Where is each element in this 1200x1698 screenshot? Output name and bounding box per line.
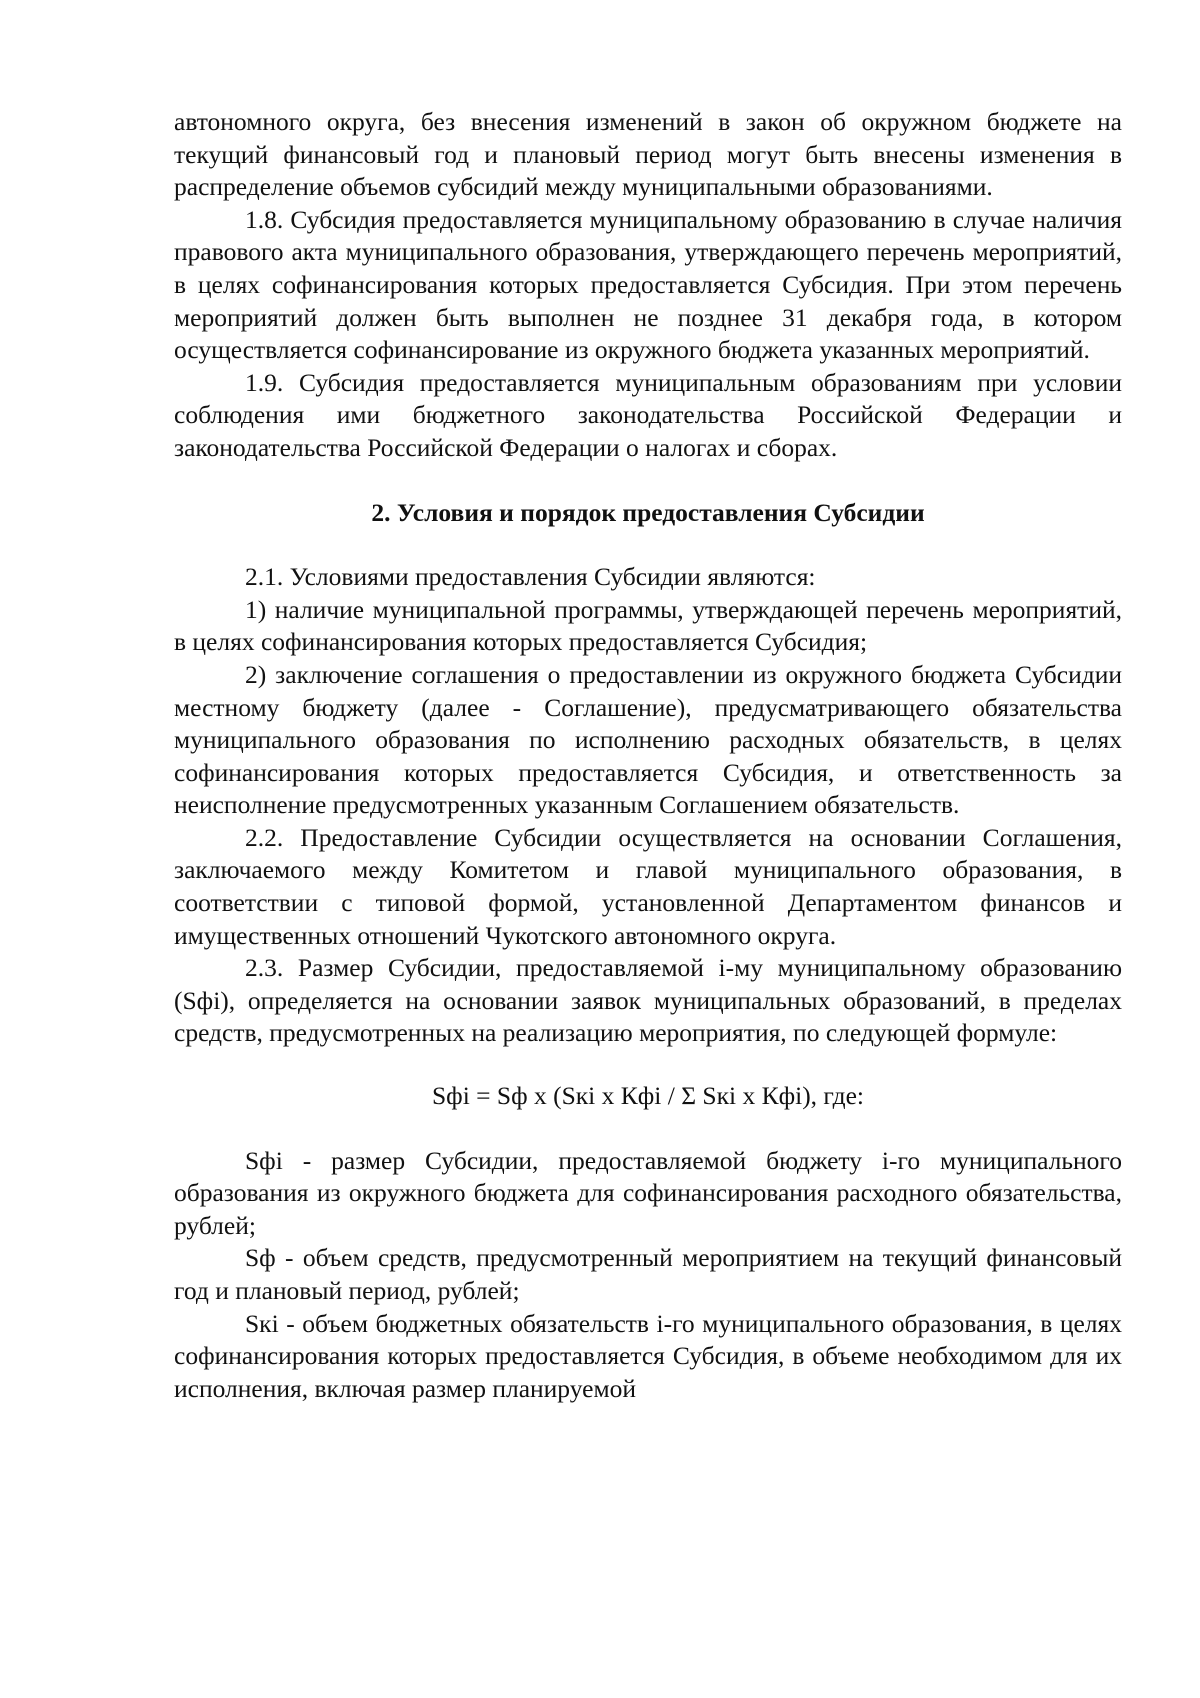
paragraph-2-1-item-1: 1) наличие муниципальной программы, утверждающей перечень мероприятий, в целях софинансирования которых предоставляется Субсидия; bbox=[174, 594, 1122, 657]
paragraph-2-1-item-2: 2) заключение соглашения о предоставлении из окружного бюджета Субсидии местному бюджету (далее - Соглашение), предусматривающего обязательства муниципального образования по исполнению расходных обязательств, в целях софинансирования которых предоставляется Субсидия, и ответственность за неисполнение предусмотренных указанным Соглашением обязательств. bbox=[174, 659, 1122, 820]
definition-sfi: Sфi - размер Субсидии, предоставляемой бюджету i-го муниципального образования из окружного бюджета для софинансирования расходного обязательства, рублей; bbox=[174, 1145, 1122, 1240]
paragraph-2-3: 2.3. Размер Субсидии, предоставляемой i-му муниципальному образованию (Sфi), определяется на основании заявок муниципальных образований, в пределах средств, предусмотренных на реализацию мероприятия, по следующей формуле: bbox=[174, 953, 1122, 1048]
paragraph-2-1: 2.1. Условиями предоставления Субсидии являются: bbox=[245, 562, 816, 592]
paragraph-1-9: 1.9. Субсидия предоставляется муниципальным образованиям при условии соблюдения ими бюджетного законодательства Российской Федерации и законодательства Российской Федерации о налогах и сборах. bbox=[174, 367, 1122, 462]
definition-ski: Sкi - объем бюджетных обязательств i-го муниципального образования, в целях софинансирования которых предоставляется Субсидия, в объеме необходимом для их исполнения, включая размер планируемой bbox=[174, 1308, 1122, 1403]
document-page bbox=[174, 106, 1122, 1405]
section-2-title: 2. Условия и порядок предоставления Субсидии bbox=[371, 497, 925, 527]
definition-sf: Sф - объем средств, предусмотренный мероприятием на текущий финансовый год и плановый период, рублей; bbox=[174, 1243, 1122, 1305]
subsidy-formula: Sфi = Sф x (Sкi x Кфi / Σ Sкi x Кфi), где: bbox=[431, 1081, 865, 1111]
paragraph-continuation: автономного округа, без внесения изменений в закон об окружном бюджете на текущий финансовый год и плановый период могут быть внесены изменения в распределение объемов субсидий между муниципальными образованиями. bbox=[174, 107, 1122, 202]
paragraph-2-2: 2.2. Предоставление Субсидии осуществляется на основании Соглашения, заключаемого между Комитетом и главой муниципального образования, в соответствии с типовой формой, установленной Департаментом финансов и имущественных отношений Чукотского автономного округа. bbox=[174, 822, 1122, 950]
paragraph-1-8: 1.8. Субсидия предоставляется муниципальному образованию в случае наличия правового акта муниципального образования, утверждающего перечень мероприятий, в целях софинансирования которых предоставляется Субсидия. При этом перечень мероприятий должен быть выполнен не позднее 31 декабря года, в котором осуществляется софинансирование из окружного бюджета указанных мероприятий. bbox=[174, 204, 1122, 365]
